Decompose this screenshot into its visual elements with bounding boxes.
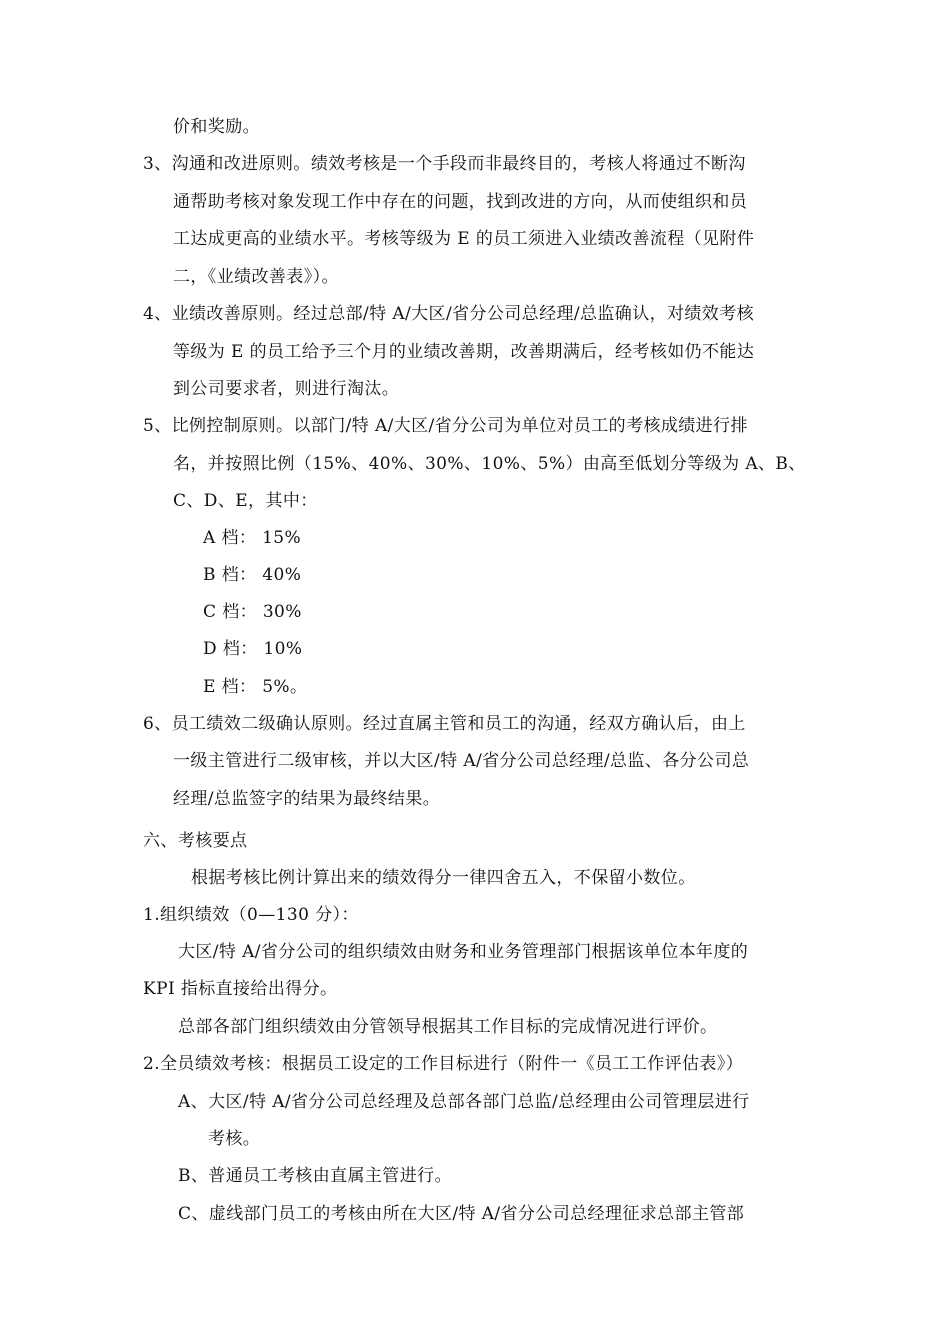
paragraph-line: 大区/特 A/省分公司的组织绩效由财务和业务管理部门根据该单位本年度的 (178, 942, 749, 962)
paragraph-line: KPI 指标直接给出得分。 (143, 979, 338, 999)
list-item-4: 4、业绩改善原则。经过总部/特 A/大区/省分公司总经理/总监确认，对绩效考核 (143, 304, 755, 324)
section-heading: 六、考核要点 (143, 831, 248, 851)
paragraph-line: 一级主管进行二级审核，并以大区/特 A/省分公司总经理/总监、各分公司总 (173, 751, 750, 771)
list-item-6: 6、员工绩效二级确认原则。经过直属主管和员工的沟通，经双方确认后，由上 (143, 714, 746, 734)
list-item-5: 5、比例控制原则。以部门/特 A/大区/省分公司为单位对员工的考核成绩进行排 (143, 416, 748, 436)
paragraph-line: C、D、E，其中： (173, 491, 318, 511)
paragraph-line: 总部各部门组织绩效由分管领导根据其工作目标的完成情况进行评价。 (178, 1017, 718, 1037)
grade-b-line: B 档： 40% (203, 565, 302, 585)
grade-a-line: A 档： 15% (203, 528, 302, 548)
list-item-a: A、大区/特 A/省分公司总经理及总部各部门总监/总经理由公司管理层进行 (178, 1092, 750, 1112)
grade-c-line: C 档： 30% (203, 602, 302, 622)
paragraph-line: 价和奖励。 (173, 117, 260, 137)
grade-e-line: E 档： 5%。 (203, 677, 308, 697)
list-item-b: B、普通员工考核由直属主管进行。 (178, 1166, 452, 1186)
paragraph-line: 到公司要求者，则进行淘汰。 (173, 379, 400, 399)
subheading-1: 1.组织绩效（0—130 分）： (143, 905, 359, 925)
paragraph-line: 工达成更高的业绩水平。考核等级为 E 的员工须进入业绩改善流程（见附件 (173, 229, 755, 249)
paragraph-line: 二，《业绩改善表》）。 (173, 267, 339, 287)
subheading-2: 2.全员绩效考核：根据员工设定的工作目标进行（附件一《员工工作评估表》） (143, 1054, 744, 1074)
paragraph-line: 经理/总监签字的结果为最终结果。 (173, 789, 441, 809)
paragraph-line: 等级为 E 的员工给予三个月的业绩改善期，改善期满后，经考核如仍不能达 (173, 342, 755, 362)
paragraph-line: 根据考核比例计算出来的绩效得分一律四舍五入，不保留小数位。 (191, 868, 696, 888)
paragraph-line: 通帮助考核对象发现工作中存在的问题，找到改进的方向，从而使组织和员 (173, 192, 748, 212)
paragraph-line: 名，并按照比例（15%、40%、30%、10%、5%）由高至低划分等级为 A、B、 (173, 454, 806, 474)
list-item-c: C、虚线部门员工的考核由所在大区/特 A/省分公司总经理征求总部主管部 (178, 1204, 745, 1224)
paragraph-line: 考核。 (208, 1129, 261, 1149)
list-item-3: 3、沟通和改进原则。绩效考核是一个手段而非最终目的，考核人将通过不断沟 (143, 154, 746, 174)
grade-d-line: D 档： 10% (203, 639, 303, 659)
